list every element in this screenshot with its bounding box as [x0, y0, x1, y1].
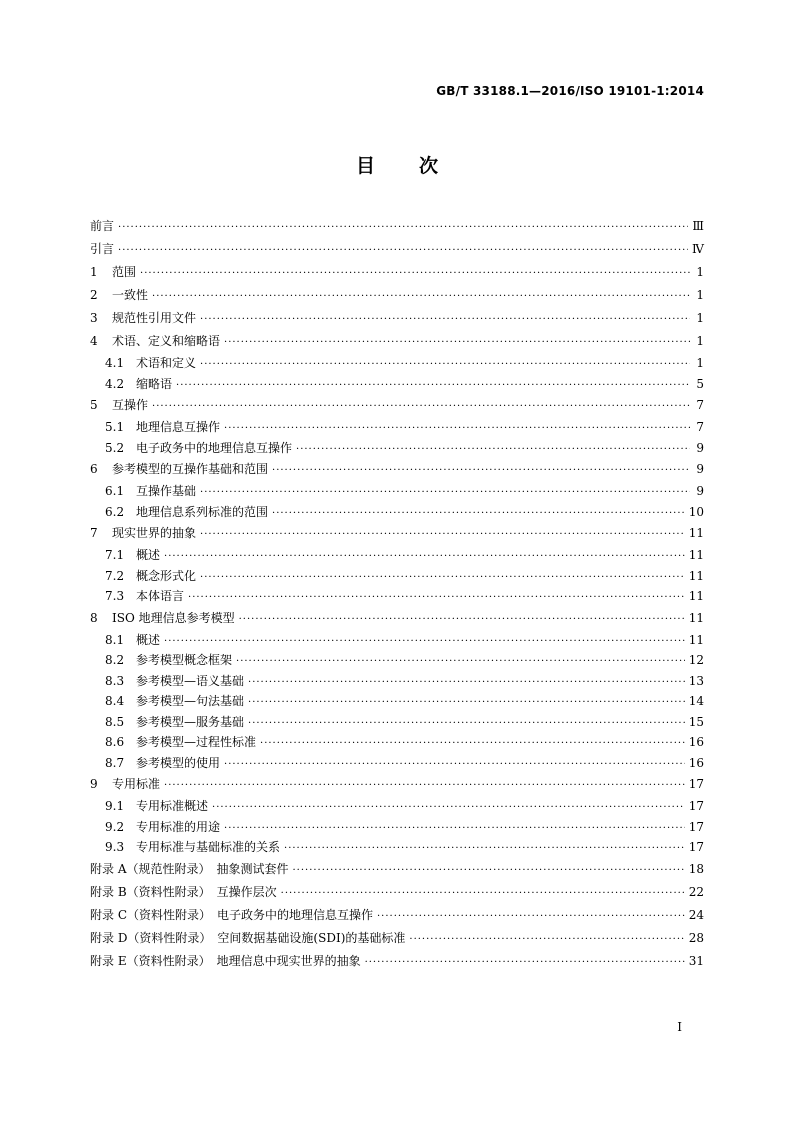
toc-entry-page: 10 [688, 504, 704, 519]
toc-entry[interactable] [90, 650, 704, 671]
dot-leader [248, 693, 685, 714]
page-title [0, 151, 794, 178]
toc-entry-number: 6.1 [105, 484, 125, 498]
toc-entry-label: 参考模型的互操作基础和范围 [112, 462, 269, 476]
toc-entry-number: 4 [90, 334, 98, 348]
toc-entry-page: 1 [696, 311, 704, 325]
toc-entry-number: 8.6 [105, 735, 125, 749]
toc-entry-page: 17 [688, 840, 704, 854]
title-char-1: 目 [355, 155, 375, 177]
toc-entry-label: 专用标准与基础标准的关系 [136, 840, 281, 854]
dot-leader [200, 483, 690, 504]
toc-entry-page: 28 [688, 930, 704, 945]
toc-entry-label: 参考模型—语义基础 [136, 673, 245, 688]
toc-entry-page: 16 [688, 755, 704, 770]
toc-entry-number: 6 [90, 462, 98, 476]
toc-entry-number: 2 [90, 288, 98, 302]
toc-entry-page: 31 [688, 953, 704, 968]
toc-entry-page: 17 [688, 777, 704, 791]
toc-entry-number: 8.7 [105, 755, 125, 770]
dot-leader [272, 504, 685, 525]
toc-entry-number: 7.3 [105, 589, 125, 603]
dot-leader [409, 928, 684, 951]
dot-leader [239, 608, 685, 631]
dot-leader [236, 652, 685, 673]
dot-leader [248, 714, 685, 735]
toc-entry-label: ISO 地理信息参考模型 [112, 610, 235, 625]
dot-leader [188, 588, 685, 609]
toc-entry-number: 9.2 [105, 819, 125, 834]
toc-entry-page: 11 [688, 610, 704, 625]
toc-entry[interactable] [90, 417, 704, 438]
toc-entry-label: 附录 A（规范性附录） 抽象测试套件 [90, 861, 289, 876]
toc-entry[interactable] [90, 881, 704, 904]
toc-entry-number: 9.1 [105, 799, 125, 813]
toc-entry[interactable] [90, 481, 704, 502]
toc-entry-number: 5.1 [105, 420, 125, 434]
toc-entry-number: 8 [90, 610, 98, 625]
title-char-2: 次 [419, 155, 439, 177]
toc-entry-number: 8.1 [105, 632, 125, 647]
toc-entry[interactable] [90, 566, 704, 587]
toc-entry-label: 参考模型的使用 [136, 755, 221, 770]
toc-entry-page: 1 [696, 265, 704, 279]
toc-entry-page: 12 [688, 653, 704, 667]
toc-entry-label: 专用标准概述 [136, 799, 209, 813]
toc-entry-label: 引言 [90, 242, 115, 256]
dot-leader [296, 440, 690, 461]
toc-entry-page: 22 [688, 884, 704, 899]
toc-entry-label: 术语、定义和缩略语 [112, 334, 221, 348]
dot-leader [164, 774, 685, 797]
toc-entry-number: 9 [90, 777, 98, 791]
toc-entry-page: 17 [688, 799, 704, 813]
toc-entry[interactable] [90, 215, 704, 238]
toc-entry[interactable] [90, 904, 704, 927]
dot-leader [118, 239, 688, 262]
toc-entry-label: 前言 [90, 219, 115, 233]
toc-entry-page: 13 [688, 673, 704, 688]
toc-entry[interactable] [90, 438, 704, 459]
toc-entry-label: 参考模型概念框架 [136, 653, 233, 667]
toc-entry[interactable] [90, 773, 704, 796]
toc-entry-page: Ⅲ [692, 219, 704, 233]
toc-entry-number: 5.2 [105, 440, 125, 455]
toc-entry[interactable] [90, 796, 704, 817]
toc-entry-page: 11 [688, 589, 704, 603]
toc-entry[interactable] [90, 858, 704, 881]
toc-entry-label: 范围 [112, 265, 137, 279]
dot-leader [272, 459, 690, 482]
dot-leader [164, 547, 685, 568]
dot-leader [152, 395, 690, 418]
toc-entry-number: 4.2 [105, 376, 125, 391]
page-number: I [677, 1020, 682, 1034]
dot-leader [224, 331, 690, 354]
toc-entry-page: 11 [688, 526, 704, 540]
dot-leader [284, 839, 685, 860]
toc-entry[interactable] [90, 284, 704, 307]
toc-entry[interactable] [90, 837, 704, 858]
toc-entry[interactable] [90, 374, 704, 395]
dot-leader [200, 523, 685, 546]
toc-entry-page: 15 [688, 714, 704, 729]
toc-entry-label: 地理信息系列标准的范围 [136, 504, 269, 519]
toc-entry[interactable] [90, 950, 704, 973]
toc-entry[interactable] [90, 817, 704, 838]
toc-entry-page: 16 [688, 735, 704, 749]
toc-entry[interactable] [90, 307, 704, 330]
toc-entry-page: 24 [688, 907, 704, 922]
toc-entry-label: 一致性 [112, 288, 149, 302]
toc-entry-page: 11 [688, 548, 704, 562]
toc-entry-page: 17 [688, 819, 704, 834]
toc-entry-page: 9 [696, 484, 704, 498]
dot-leader [140, 262, 690, 285]
toc-entry[interactable] [90, 330, 704, 353]
toc-entry[interactable] [90, 394, 704, 417]
toc-entry-page: 9 [696, 462, 704, 476]
toc-entry-page: 11 [688, 632, 704, 647]
toc-entry-number: 7 [90, 526, 98, 540]
toc-entry[interactable] [90, 691, 704, 712]
toc-entry-label: 概述 [136, 548, 161, 562]
toc-entry-label: 术语和定义 [136, 356, 197, 370]
toc-entry-number: 7.2 [105, 568, 125, 583]
dot-leader [118, 216, 688, 239]
toc-entry-number: 8.3 [105, 673, 125, 688]
toc-entry-label: 参考模型—句法基础 [136, 694, 245, 708]
toc-entry-label: 概述 [136, 632, 161, 647]
toc-entry[interactable] [90, 545, 704, 566]
toc-entry-label: 地理信息互操作 [136, 420, 221, 434]
toc-entry-label: 参考模型—服务基础 [136, 714, 245, 729]
toc-entry[interactable] [90, 238, 704, 261]
dot-leader [212, 798, 685, 819]
toc-entry[interactable] [90, 927, 704, 950]
toc-entry[interactable] [90, 353, 704, 374]
dot-leader [224, 819, 685, 840]
toc-entry[interactable] [90, 502, 704, 523]
dot-leader [200, 355, 690, 376]
toc-entry-label: 附录 C（资料性附录） 电子政务中的地理信息互操作 [90, 907, 373, 922]
toc-entry-label: 附录 B（资料性附录） 互操作层次 [90, 884, 277, 899]
dot-leader [164, 632, 685, 653]
toc-entry-number: 4.1 [105, 356, 125, 370]
toc-entry-label: 概念形式化 [136, 568, 197, 583]
toc-entry-label: 电子政务中的地理信息互操作 [136, 440, 293, 455]
toc-entry[interactable] [90, 586, 704, 607]
toc-entry[interactable] [90, 522, 704, 545]
dot-leader [224, 755, 685, 776]
toc-entry-page: 11 [688, 568, 704, 583]
dot-leader [292, 859, 684, 882]
dot-leader [176, 376, 690, 397]
toc-entry[interactable] [90, 630, 704, 651]
toc-entry-page: 7 [696, 398, 704, 412]
dot-leader [200, 568, 685, 589]
toc-entry-label: 缩略语 [136, 376, 173, 391]
toc-entry-number: 1 [90, 265, 98, 279]
table-of-contents [90, 215, 704, 973]
toc-entry-number: 3 [90, 311, 98, 325]
toc-entry-page: 7 [696, 420, 704, 434]
dot-leader [365, 951, 685, 974]
toc-entry-page: 1 [696, 356, 704, 370]
toc-entry-number: 8.2 [105, 653, 125, 667]
toc-entry-label: 互操作基础 [136, 484, 197, 498]
toc-entry-page: 1 [696, 288, 704, 302]
toc-entry[interactable] [90, 261, 704, 284]
toc-entry[interactable] [90, 458, 704, 481]
toc-entry-label: 互操作 [112, 398, 149, 412]
toc-entry-number: 9.3 [105, 840, 125, 854]
dot-leader [152, 285, 690, 308]
toc-entry-number: 6.2 [105, 504, 125, 519]
toc-entry-page: Ⅳ [692, 242, 704, 256]
toc-entry-label: 规范性引用文件 [112, 311, 197, 325]
dot-leader [281, 882, 685, 905]
dot-leader [260, 734, 685, 755]
standard-code: GB/T 33188.1—2016/ISO 19101-1:2014 [436, 84, 704, 98]
toc-entry[interactable] [90, 607, 704, 630]
dot-leader [377, 905, 685, 928]
toc-entry-page: 1 [696, 334, 704, 348]
dot-leader [224, 419, 690, 440]
toc-entry-label: 参考模型—过程性标准 [136, 735, 257, 749]
toc-entry-number: 8.4 [105, 694, 125, 708]
dot-leader [200, 308, 690, 331]
toc-entry-label: 附录 E（资料性附录） 地理信息中现实世界的抽象 [90, 953, 361, 968]
toc-entry-label: 专用标准 [112, 777, 161, 791]
toc-entry-page: 18 [688, 861, 704, 876]
toc-entry-number: 8.5 [105, 714, 125, 729]
toc-entry[interactable] [90, 753, 704, 774]
toc-entry-page: 14 [688, 694, 704, 708]
toc-entry-label: 专用标准的用途 [136, 819, 221, 834]
dot-leader [248, 673, 685, 694]
toc-entry-page: 9 [696, 440, 704, 455]
toc-entry-page: 5 [696, 376, 704, 391]
toc-entry[interactable] [90, 712, 704, 733]
toc-entry[interactable] [90, 732, 704, 753]
toc-entry[interactable] [90, 671, 704, 692]
toc-entry-label: 附录 D（资料性附录） 空间数据基础设施(SDI)的基础标准 [90, 930, 406, 945]
toc-entry-number: 7.1 [105, 548, 125, 562]
toc-entry-number: 5 [90, 398, 98, 412]
toc-entry-label: 本体语言 [136, 589, 185, 603]
toc-entry-label: 现实世界的抽象 [112, 526, 197, 540]
